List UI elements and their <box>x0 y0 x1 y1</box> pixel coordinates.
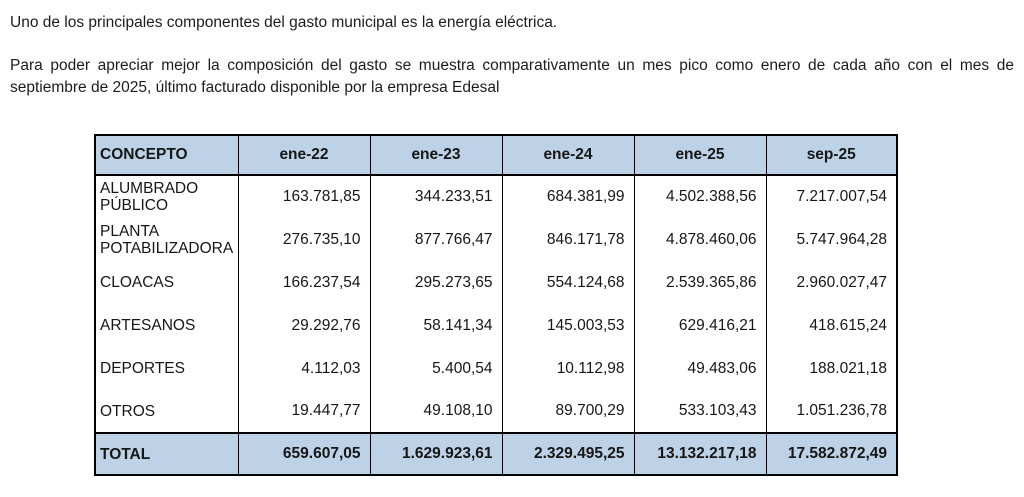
cell-value: 4.112,03 <box>238 347 370 390</box>
cell-value: 276.735,10 <box>238 218 370 261</box>
cell-value: 145.003,53 <box>502 304 634 347</box>
row-label: PLANTA POTABILIZADORA <box>95 218 238 261</box>
table-row-cloacas <box>95 261 897 304</box>
cell-value: 4.502.388,56 <box>634 175 766 218</box>
cell-value: 166.237,54 <box>238 261 370 304</box>
cell-value: 7.217.007,54 <box>766 175 897 218</box>
total-value: 1.629.923,61 <box>370 433 502 475</box>
row-label: CLOACAS <box>95 261 238 304</box>
cell-value: 49.108,10 <box>370 390 502 433</box>
row-label: DEPORTES <box>95 347 238 390</box>
expense-table-container <box>94 134 898 476</box>
column-header-ene-25: ene-25 <box>634 135 766 175</box>
cell-value: 295.273,65 <box>370 261 502 304</box>
row-label: OTROS <box>95 390 238 433</box>
cell-value: 629.416,21 <box>634 304 766 347</box>
cell-value: 1.051.236,78 <box>766 390 897 433</box>
intro-paragraph-comparison: Para poder apreciar mejor la composición del gasto se muestra comparativamente un mes pico como enero de cada año con el mes de septiembre de 2025, último facturado disponible por la empresa Edesal <box>10 57 1014 96</box>
cell-value: 4.878.460,06 <box>634 218 766 261</box>
cell-value: 684.381,99 <box>502 175 634 218</box>
row-label: ALUMBRADO PÚBLICO <box>95 175 238 218</box>
cell-value: 846.171,78 <box>502 218 634 261</box>
cell-value: 5.400,54 <box>370 347 502 390</box>
column-header-ene-23: ene-23 <box>370 135 502 175</box>
cell-value: 2.539.365,86 <box>634 261 766 304</box>
column-header-ene-22: ene-22 <box>238 135 370 175</box>
intro-paragraph-energy: Uno de los principales componentes del gasto municipal es la energía eléctrica. <box>10 14 558 31</box>
cell-value: 344.233,51 <box>370 175 502 218</box>
total-value: 2.329.495,25 <box>502 433 634 475</box>
column-header-ene-24: ene-24 <box>502 135 634 175</box>
cell-value: 418.615,24 <box>766 304 897 347</box>
cell-value: 49.483,06 <box>634 347 766 390</box>
table-header-row <box>95 135 897 175</box>
cell-value: 163.781,85 <box>238 175 370 218</box>
table-row-deportes <box>95 347 897 390</box>
table-row-artesanos <box>95 304 897 347</box>
cell-value: 877.766,47 <box>370 218 502 261</box>
total-value: 17.582.872,49 <box>766 433 897 475</box>
table-row-total <box>95 433 897 475</box>
cell-value: 554.124,68 <box>502 261 634 304</box>
total-value: 13.132.217,18 <box>634 433 766 475</box>
cell-value: 29.292,76 <box>238 304 370 347</box>
total-label: TOTAL <box>95 433 238 475</box>
expense-table <box>94 134 898 476</box>
cell-value: 58.141,34 <box>370 304 502 347</box>
cell-value: 10.112,98 <box>502 347 634 390</box>
table-row-alumbrado-publico <box>95 175 897 218</box>
cell-value: 188.021,18 <box>766 347 897 390</box>
cell-value: 533.103,43 <box>634 390 766 433</box>
cell-value: 2.960.027,47 <box>766 261 897 304</box>
column-header-sep-25: sep-25 <box>766 135 897 175</box>
table-row-planta-potabilizadora <box>95 218 897 261</box>
cell-value: 5.747.964,28 <box>766 218 897 261</box>
total-value: 659.607,05 <box>238 433 370 475</box>
cell-value: 19.447,77 <box>238 390 370 433</box>
table-row-otros <box>95 390 897 433</box>
row-label: ARTESANOS <box>95 304 238 347</box>
column-header-concepto: CONCEPTO <box>95 135 238 175</box>
cell-value: 89.700,29 <box>502 390 634 433</box>
